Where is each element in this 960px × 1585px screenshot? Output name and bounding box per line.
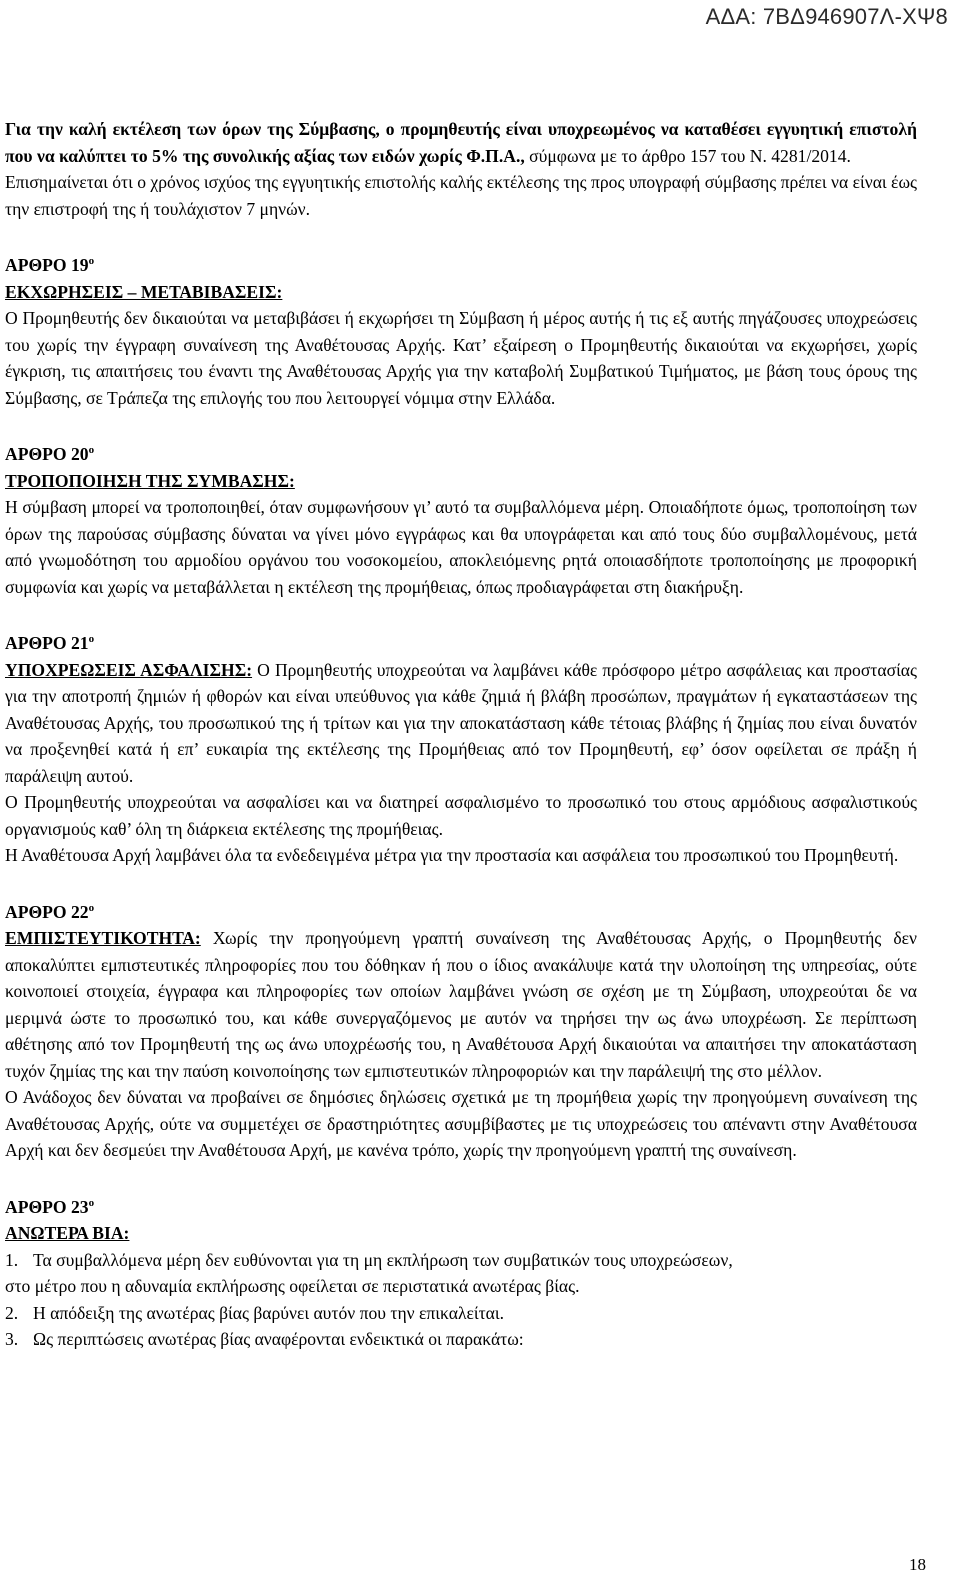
list-item (5, 1300, 917, 1327)
article-19-sup: ο (88, 255, 95, 267)
list-item-text: Η απόδειξη της ανωτέρας βίας βαρύνει αυτόν που την επικαλείται. (33, 1302, 505, 1323)
list-item-number: 1. (5, 1249, 19, 1270)
list-item-number: 2. (5, 1302, 19, 1323)
article-22-text (5, 925, 917, 1084)
article-21-p3: Η Αναθέτουσα Αρχή λαμβάνει όλα τα ενδεδειγμένα μέτρα για την προστασία και ασφάλεια του προσωπικού του Προμηθευτή. (5, 845, 899, 865)
article-23-title-text: ΑΡΘΡΟ 23 (5, 1196, 89, 1217)
list-item (5, 1326, 917, 1353)
article-19-heading: ΕΚΧΩΡΗΣΕΙΣ – ΜΕΤΑΒΙΒΑΣΕΙΣ: (5, 281, 283, 302)
article-20-title-text: ΑΡΘΡΟ 20 (5, 444, 89, 464)
list-item-number: 3. (5, 1329, 19, 1349)
page-number: 18 (909, 1555, 926, 1574)
article-22-title (5, 895, 917, 926)
article-23-sup: ο (88, 1196, 95, 1209)
intro-paragraph (5, 116, 917, 169)
article-22-title-text: ΑΡΘΡΟ 22 (5, 901, 89, 922)
intro-rest: σύμφωνα με το άρθρο 157 του Ν. 4281/2014. (524, 145, 851, 166)
article-19-title (5, 248, 917, 279)
article-19-title-text: ΑΡΘΡΟ 19 (5, 255, 89, 275)
article-21-title (5, 626, 917, 657)
article-20-text: Η σύμβαση μπορεί να τροποποιηθεί, όταν συμφωνήσουν γι’ αυτό τα συμβαλλόμενα μέρη. Οποιαδήποτε όμως, τροποποίηση των όρων της παρούσας σύμβασης δύναται να γίνει μόνο εγγράφως και θα υπογράφεται και από τους δύο συμβαλλομένους, μετά από γνωμοδότηση του αρμοδίου οργάνου του νοσοκομείου, αποκλειόμενης ρητά οποιασδήποτε τροποποίησης με προφορική συμφωνία και χωρίς να μεταβάλλεται η εκτέλεση της προμήθειας, όπως προδιαγράφεται στη διακήρυξη. (5, 497, 917, 597)
article-21-sup: ο (88, 633, 95, 645)
article-21-heading: ΥΠΟΧΡΕΩΣΕΙΣ ΑΣΦΑΛΙΣΗΣ: (5, 659, 253, 680)
list-item-text: Τα συμβαλλόμενα μέρη δεν ευθύνονται για τη μη εκπλήρωση των συμβατικών τους υποχρεώσεων, (33, 1249, 733, 1270)
article-20-sup: ο (88, 444, 95, 456)
list-item-text: Ως περιπτώσεις ανωτέρας βίας αναφέρονται ενδεικτικά οι παρακάτω: (33, 1329, 524, 1349)
article-21-p2: Ο Προμηθευτής υποχρεούται να ασφαλίσει και να διατηρεί ασφαλισμένο το προσωπικό του στους αρμόδιους ασφαλιστικούς οργανισμούς καθ’ όλη τη διάρκεια εκτέλεσης της προμήθειας. (5, 792, 917, 839)
article-21-body: Ο Προμηθευτής υποχρεούται να λαμβάνει κάθε πρόσφορο μέτρο ασφάλειας και προστασίας για την αποτροπή ζημιών ή φθορών και είναι υπεύθυνος για κάθε ζημιά ή βλάβη προσώπων, πραγμάτων ή εγκαταστάσεων της Αναθέτουσας Αρχής, του προσωπικού της ή τρίτων και για την αποκατάσταση κάθε τέτοιας βλάβης ή ζημίας που είναι δυνατόν να προξενηθεί κατά ή επ’ ευκαιρία της εκτέλεσης της Προμήθειας από τον Προμηθευτή, εφ’ όσον οφείλεται σε πράξη ή παράλειψη αυτού. (5, 659, 917, 786)
article-21-text (5, 657, 917, 790)
article-20-heading: ΤΡΟΠΟΠΟΙΗΣΗ ΤΗΣ ΣΥΜΒΑΣΗΣ: (5, 470, 295, 491)
list-item (5, 1247, 917, 1274)
article-22-body: Χωρίς την προηγούμενη γραπτή συναίνεση της Αναθέτουσας Αρχής, ο Προμηθευτής δεν αποκαλύπτει εμπιστευτικές πληροφορίες που του δόθηκαν ή που ο ίδιος ανακάλυψε κατά την υλοποίηση της υπηρεσίας, ούτε κοινοποιεί στοιχεία, έγγραφα και πληροφορίες των οποίων λαμβάνει γνώση σε σχέση με τη Σύμβαση, υποχρεούται δε να μεριμνά ώστε το προσωπικό του, και κάθε συνεργαζόμενος με αυτόν να τηρήσει την ως άνω υποχρέωση. Σε περίπτωση αθέτησης από τον Προμηθευτή της ως άνω υποχρέωσής του, η Αναθέτουσα Αρχή δικαιούται να απαιτήσει την αποκατάσταση τυχόν ζημίας της και την παύση κοινοποίησης των εμπιστευτικών πληροφοριών και την παράλειψή της στο μέλλον. (5, 928, 917, 1081)
article-19-text: Ο Προμηθευτής δεν δικαιούται να μεταβιβάσει ή εκχωρήσει τη Σύμβαση ή μέρος αυτής ή τις εξ αυτής πηγάζουσες υποχρεώσεις του χωρίς την έγγραφη συναίνεση της Αναθέτουσας Αρχής. Κατ’ εξαίρεση ο Προμηθευτής δικαιούται να εκχωρήσει, χωρίς έγκριση, τις απαιτήσεις του έναντι της Αναθέτουσας Αρχής για την καταβολή Συμβατικού Τιμήματος, με βάση τους όρους της Σύμβασης, σε Τράπεζα της επιλογής του που λειτουργεί νόμιμα στην Ελλάδα. (5, 308, 917, 408)
article-20-title (5, 437, 917, 468)
document-body (5, 116, 917, 1353)
article-23-heading: ΑΝΩΤΕΡΑ ΒΙΑ: (5, 1223, 130, 1243)
list-item-continuation: στο μέτρο που η αδυναμία εκπλήρωσης οφείλεται σε περιστατικά ανωτέρας βίας. (5, 1276, 580, 1296)
ada-code: ΑΔΑ: 7ΒΔ946907Λ-ΧΨ8 (705, 4, 948, 29)
article-22-heading: ΕΜΠΙΣΤΕΥΤΙΚΟΤΗΤΑ: (5, 928, 201, 948)
article-22-sup: ο (88, 901, 95, 914)
article-23-title (5, 1190, 917, 1221)
intro-paragraph-2: Επισημαίνεται ότι ο χρόνος ισχύος της εγγυητικής επιστολής καλής εκτέλεσης της προς υπογραφή σύμβασης πρέπει να είναι έως την επιστροφή της ή τουλάχιστον 7 μηνών. (5, 172, 917, 219)
article-22-p2: Ο Ανάδοχος δεν δύναται να προβαίνει σε δημόσιες δηλώσεις σχετικά με τη προμήθεια χωρίς την προηγούμενη συναίνεση της Αναθέτουσας Αρχής, ούτε να συμμετέχει σε δραστηριότητες ασυμβίβαστες με τις υποχρεώσεις του απέναντι στην Αναθέτουσα Αρχή και δεν δεσμεύει την Αναθέτουσα Αρχή, με κανένα τρόπο, χωρίς την προηγούμενη γραπτή της συναίνεση. (5, 1087, 917, 1160)
intro-bold: Για την καλή εκτέλεση των όρων της Σύμβασης, ο προμηθευτής είναι υποχρεωμένος να καταθέσει εγγυητική επιστολή που να καλύπτει το 5% της συνολικής αξίας των ειδών χωρίς Φ.Π.Α. (5, 119, 917, 166)
intro-bold-tail: , (520, 145, 525, 166)
article-21-title-text: ΑΡΘΡΟ 21 (5, 633, 89, 653)
